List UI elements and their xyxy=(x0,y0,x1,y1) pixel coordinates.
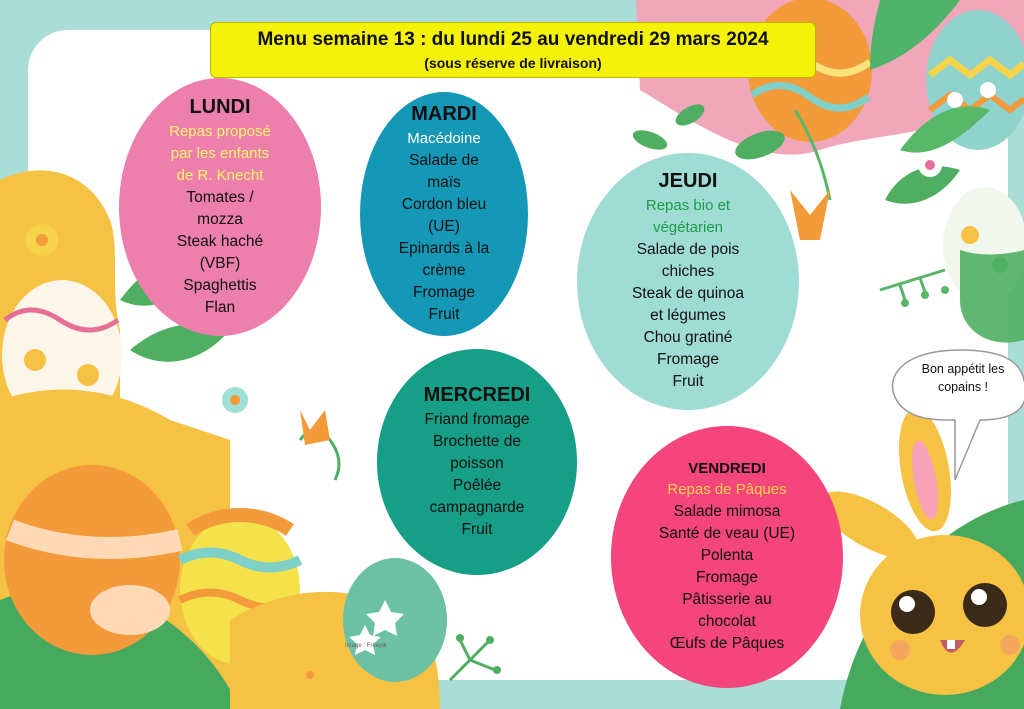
menu-item: Brochette de xyxy=(433,432,521,450)
day-name: VENDREDI xyxy=(688,459,766,477)
bunny-eye-left xyxy=(891,590,935,634)
bunny-eye-right xyxy=(963,583,1007,627)
menu-item: Fruit xyxy=(461,520,493,538)
menu-item: Fruit xyxy=(428,305,460,323)
menu-item: Œufs de Pâques xyxy=(669,634,785,652)
menu-item: Pâtisserie au xyxy=(682,590,772,608)
day-name: MARDI xyxy=(411,102,477,125)
menu-item: Salade de xyxy=(409,151,479,169)
bubble-line: Bon appétit les xyxy=(921,362,1005,376)
menu-item: mozza xyxy=(197,210,243,228)
menu-item: Poêlée xyxy=(452,476,502,494)
menu-item: Tomates / xyxy=(186,188,254,206)
menu-item: Santé de veau (UE) xyxy=(658,524,796,542)
menu-item: Steak haché xyxy=(176,232,264,250)
menu-item: Steak de quinoa xyxy=(631,285,745,302)
menu-item: Polenta xyxy=(700,546,754,564)
menu-item: Salade mimosa xyxy=(673,502,781,520)
menu-item: Fromage xyxy=(656,351,720,368)
menu-item: Friand fromage xyxy=(424,410,530,428)
bubble-line: copains ! xyxy=(937,380,989,394)
day-card-vendredi xyxy=(611,426,843,688)
day-card-jeudi xyxy=(577,153,799,410)
note-line: végétarien xyxy=(652,219,724,236)
note-line: Repas bio et xyxy=(645,197,731,214)
day-note: Repas de Pâques xyxy=(667,480,787,498)
menu-item: Flan xyxy=(204,298,236,316)
speech-bubble-text xyxy=(905,360,1021,396)
day-name: MERCREDI xyxy=(423,383,531,406)
menu-item: Fromage xyxy=(412,283,476,301)
day-note xyxy=(646,195,730,239)
day-name: LUNDI xyxy=(189,95,251,118)
menu-item: poisson xyxy=(450,454,504,472)
menu-item: maïs xyxy=(427,173,461,191)
day-name: JEUDI xyxy=(658,170,718,192)
day-note: Macédoine xyxy=(407,129,481,147)
menu-item: crème xyxy=(422,261,466,279)
menu-item: chiches xyxy=(661,263,715,280)
menu-subtitle: (sous réserve de livraison) xyxy=(424,55,602,71)
note-line: par les enfants xyxy=(170,144,270,162)
menu-item: (UE) xyxy=(428,217,460,235)
menu-title: Menu semaine 13 : du lundi 25 au vendredi 29 mars 2024 xyxy=(257,29,769,50)
day-card-lundi xyxy=(119,78,321,336)
note-line: de R. Knecht xyxy=(176,166,264,184)
note-line: Repas proposé xyxy=(169,122,271,140)
menu-item: et légumes xyxy=(650,307,726,324)
menu-item: Spaghettis xyxy=(183,276,257,294)
menu-item: Cordon bleu xyxy=(401,195,487,213)
menu-item: Epinards à la xyxy=(398,239,490,257)
menu-item: Fromage xyxy=(695,568,759,586)
menu-item: (VBF) xyxy=(199,254,241,272)
menu-title-banner xyxy=(210,22,816,78)
image-credit: Image : Freepik xyxy=(345,643,387,649)
day-card-mercredi xyxy=(377,349,577,575)
menu-item: chocolat xyxy=(698,612,756,630)
day-note xyxy=(169,121,271,187)
menu-item: Fruit xyxy=(672,373,704,390)
menu-item: campagnarde xyxy=(429,498,525,516)
menu-item: Chou gratiné xyxy=(643,329,733,346)
day-card-mardi xyxy=(360,92,528,336)
menu-item: Salade de pois xyxy=(636,241,740,258)
